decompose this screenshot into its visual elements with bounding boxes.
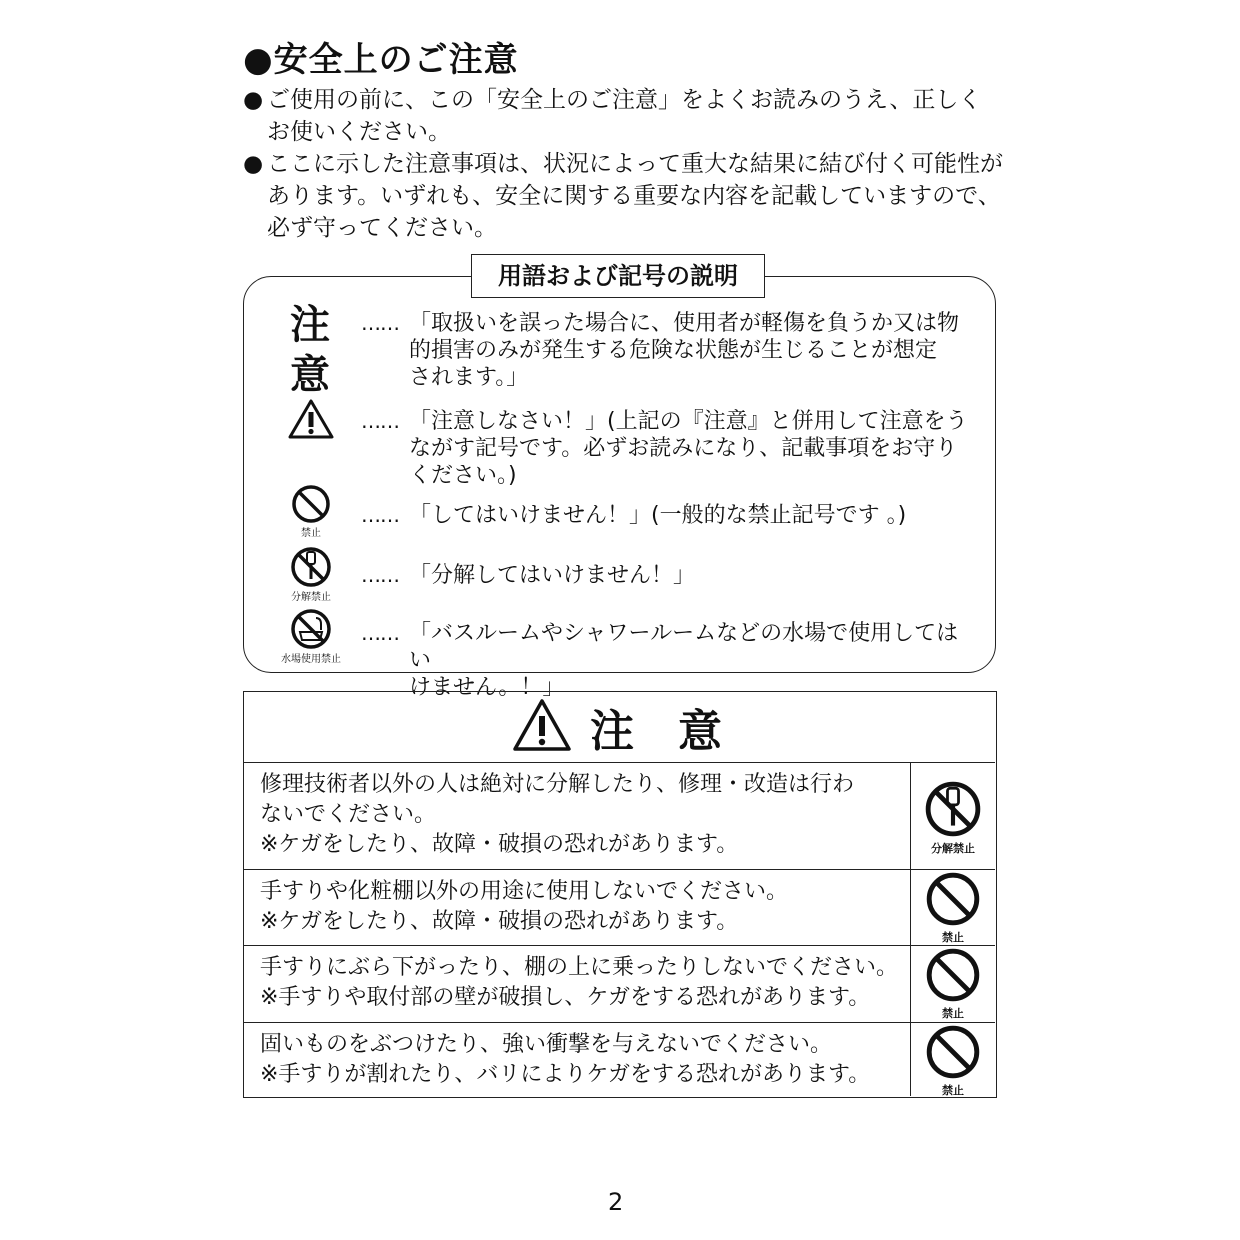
caution-table-title: 注 意	[590, 706, 722, 757]
no-wet-area-icon	[271, 608, 351, 666]
bullet-line: ここに示した注意事項は、状況によって重大な結果に結び付く可能性が	[267, 151, 1003, 177]
caution-table-header	[244, 692, 995, 763]
icon-caption: 禁止	[301, 528, 321, 539]
caution-text: 手すりにぶら下がったり、棚の上に乗ったりしないでください。 ※手すりや取付部の壁が破損し、ケガをする恐れがあります。	[260, 955, 899, 1010]
page-number: 2	[608, 1188, 624, 1216]
intro-bullet-1	[243, 84, 1003, 148]
prohibited-icon	[910, 869, 995, 945]
prohibited-icon	[910, 945, 995, 1022]
icon-caption: 水場使用禁止	[281, 654, 341, 665]
no-disassembly-icon	[910, 762, 995, 869]
icon-caption: 分解禁止	[931, 842, 975, 855]
bullet-dot: ●	[243, 151, 264, 177]
caution-row	[244, 762, 995, 870]
bullet-line: あります。いずれも、安全に関する重要な内容を記載していますので、	[267, 183, 1001, 209]
caution-row	[244, 1022, 995, 1096]
legend-description: 「注意しなさい！」(上記の『注意』と併用して注意をう ながす記号です。必ずお読みになり、記載事項をお守り ください。)	[409, 409, 968, 488]
bullet-dot: ●	[243, 87, 264, 113]
caution-word-symbol: 注意	[290, 302, 332, 398]
prohibited-icon	[910, 1022, 995, 1096]
legend-description: 「バスルームやシャワールームなどの水場で使用してはい けません。！」	[409, 621, 959, 700]
warning-triangle-icon	[512, 698, 572, 766]
leader-dots: ……	[361, 563, 399, 587]
legend-description: 「分解してはいけません！」	[409, 563, 696, 588]
bullet-line: 必ず守ってください。	[267, 215, 497, 241]
prohibited-icon	[271, 484, 351, 540]
leader-dots: ……	[361, 503, 399, 527]
icon-caption: 禁止	[942, 1007, 964, 1020]
leader-dots: ……	[361, 311, 399, 335]
bullet-line: お使いください。	[267, 119, 451, 145]
caution-text: 固いものをぶつけたり、強い衝撃を与えないでください。 ※手すりが割れたり、バリによりケガをする恐れがあります。	[260, 1032, 871, 1087]
no-disassembly-icon	[271, 546, 351, 604]
caution-table	[243, 691, 997, 1098]
caution-row	[244, 869, 995, 946]
intro-bullet-2	[243, 148, 1003, 244]
icon-caption: 禁止	[942, 1084, 964, 1097]
page-heading: ●安全上のご注意	[243, 40, 519, 80]
caution-text: 手すりや化粧棚以外の用途に使用しないでください。 ※ケガをしたり、故障・破損の恐れがあります。	[260, 879, 789, 934]
warning-triangle-icon	[271, 398, 351, 444]
icon-caption: 分解禁止	[291, 592, 331, 603]
legend-description: 「取扱いを誤った場合に、使用者が軽傷を負うか又は物 的損害のみが発生する危険な状態が生じることが想定 されます。」	[409, 311, 960, 390]
legend-title: 用語および記号の説明	[471, 254, 765, 298]
caution-row	[244, 945, 995, 1023]
leader-dots: ……	[361, 409, 399, 433]
caution-text: 修理技術者以外の人は絶対に分解したり、修理・改造は行わ ないでください。 ※ケガをしたり、故障・破損の恐れがあります。	[260, 772, 855, 857]
bullet-line: ご使用の前に、この「安全上のご注意」をよくお読みのうえ、正しく	[267, 87, 982, 113]
leader-dots: ……	[361, 621, 399, 645]
legend-description: 「してはいけません！」(一般的な禁止記号です 。)	[409, 503, 907, 528]
icon-caption: 禁止	[942, 931, 964, 944]
